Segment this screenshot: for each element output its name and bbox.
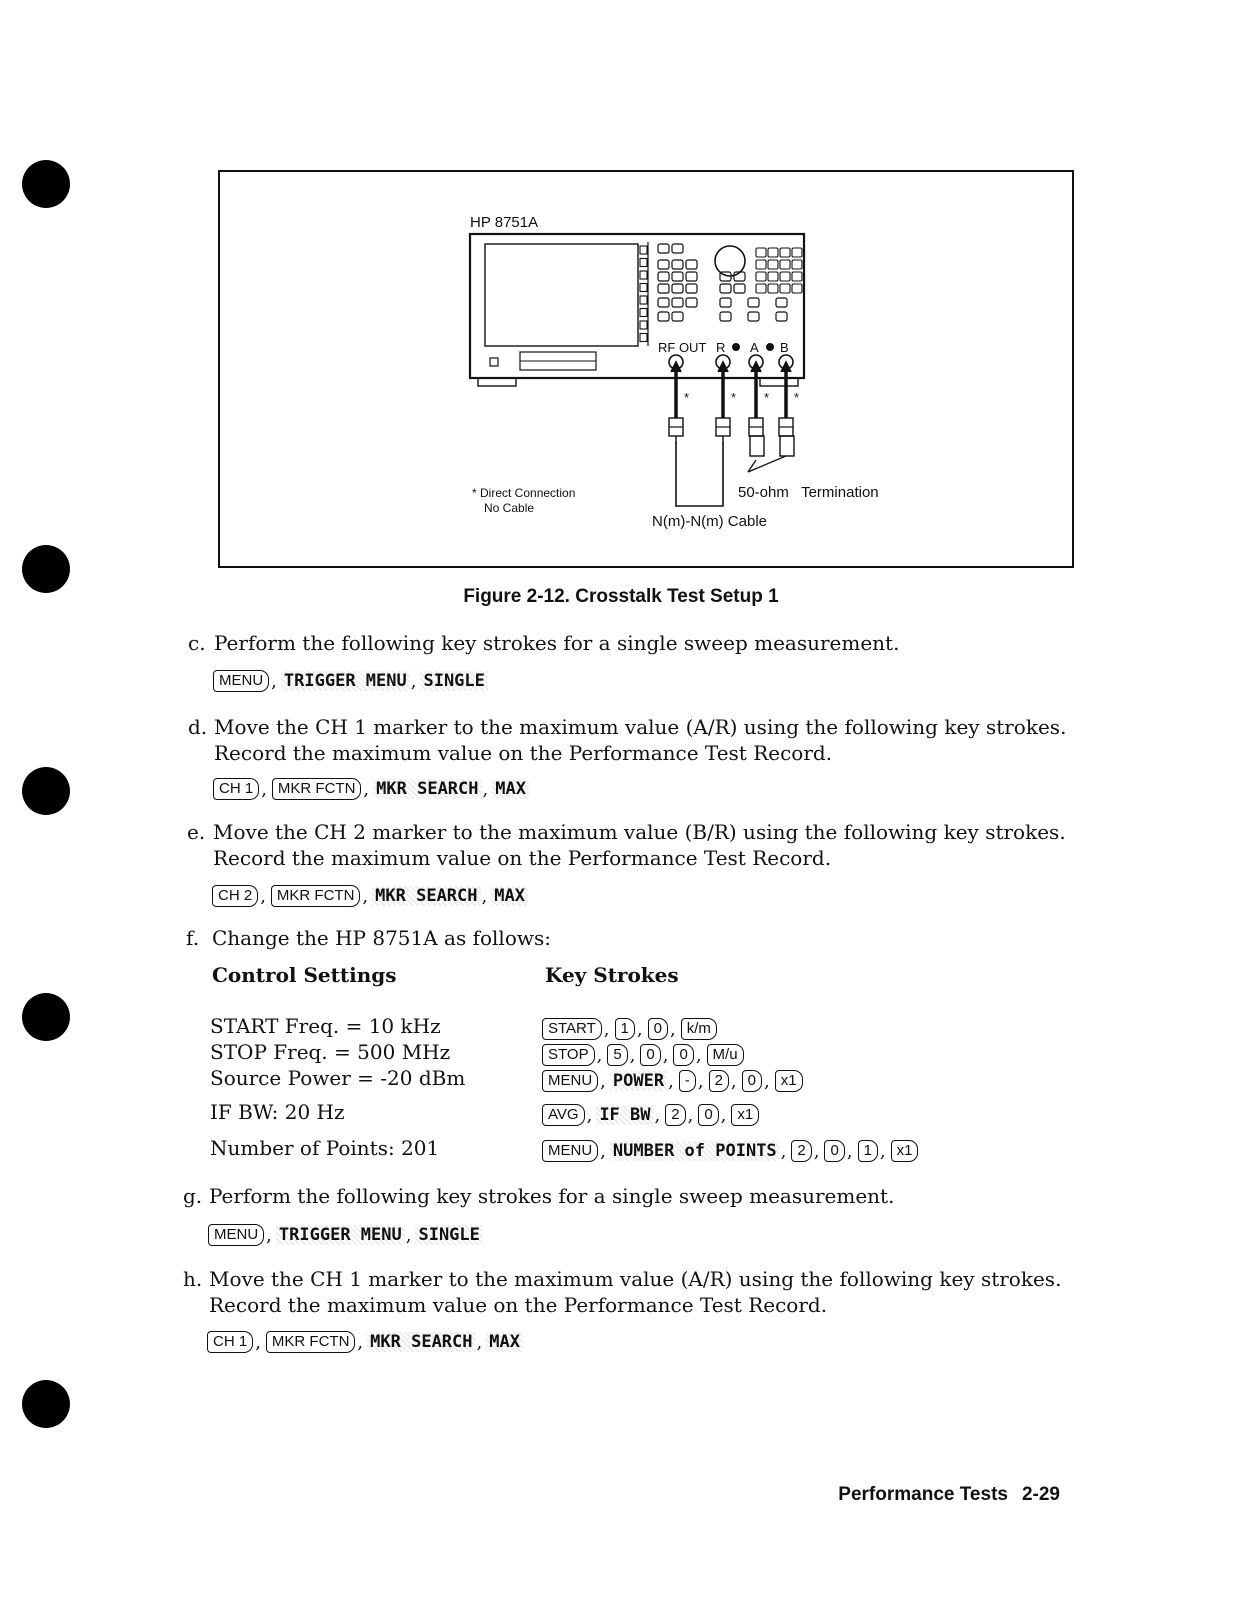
step-text: Record the maximum value on the Performance Test Record. <box>209 1293 828 1317</box>
rpg-knob-icon <box>715 246 745 276</box>
panel-key-icon <box>672 284 683 293</box>
hardkey: 0 <box>742 1070 762 1092</box>
key-separator: , <box>586 1104 593 1126</box>
panel-key-icon <box>672 244 683 253</box>
panel-key-icon <box>780 260 790 269</box>
hardkey: MKR FCTN <box>266 1331 356 1353</box>
hardkey: MKR FCTN <box>272 778 362 800</box>
panel-key-icon <box>756 248 766 257</box>
control-setting: Source Power = -20 dBm <box>210 1066 466 1090</box>
panel-key-icon <box>686 284 697 293</box>
key-separator: , <box>481 885 488 907</box>
key-separator: , <box>730 1070 737 1092</box>
key-separator: , <box>482 778 489 800</box>
hardkey: 0 <box>698 1104 718 1126</box>
hardkey: - <box>679 1070 696 1092</box>
key-separator: , <box>260 885 266 907</box>
hardkey: x1 <box>891 1140 919 1162</box>
termination-label: 50-ohm Termination <box>738 484 879 501</box>
footer-page-number: 2-29 <box>1021 1484 1060 1505</box>
setup-diagram <box>220 172 1072 566</box>
key-separator: , <box>846 1140 853 1162</box>
panel-key-icon <box>748 312 759 321</box>
hardkey: x1 <box>731 1104 759 1126</box>
termination-a <box>750 436 764 456</box>
arrow-icon <box>781 362 791 372</box>
panel-key-icon <box>672 298 683 307</box>
key-separator: , <box>362 885 369 907</box>
softkey-icon <box>640 309 647 317</box>
key-separator: , <box>687 1104 694 1126</box>
arrow-icon <box>671 362 681 372</box>
step-g <box>183 1183 895 1209</box>
hardkey: 0 <box>824 1140 844 1162</box>
panel-key-icon <box>792 248 802 257</box>
keystrokes-e <box>211 885 528 907</box>
panel-key-icon <box>686 298 697 307</box>
step-text: Perform the following key strokes for a single sweep measurement. <box>214 631 900 655</box>
panel-key-icon <box>776 312 787 321</box>
cable-label: N(m)-N(m) Cable <box>652 513 767 530</box>
softkey: MAX <box>486 1332 523 1352</box>
panel-key-icon <box>776 298 787 307</box>
panel-key-icon <box>748 298 759 307</box>
softkey: MKR SEARCH <box>367 1332 475 1352</box>
softkey: POWER <box>610 1071 667 1091</box>
panel-key-icon <box>768 248 778 257</box>
softkey-icon <box>640 259 647 267</box>
step-text: Perform the following key strokes for a single sweep measurement. <box>209 1184 895 1208</box>
key-separator: , <box>668 1070 674 1092</box>
softkey: MKR SEARCH <box>372 886 480 906</box>
hardkey: k/m <box>681 1018 717 1040</box>
key-separator: , <box>669 1018 676 1040</box>
panel-key-icon <box>734 284 745 293</box>
hardkey: 2 <box>791 1140 811 1162</box>
softkey-icon <box>640 296 647 304</box>
hardkey: 1 <box>858 1140 878 1162</box>
hardkey: CH 1 <box>207 1331 253 1353</box>
panel-key-icon <box>720 284 731 293</box>
asterisk-mark: * <box>794 390 800 405</box>
control-keystrokes <box>541 1018 718 1040</box>
control-setting: Number of Points: 201 <box>210 1136 440 1160</box>
key-separator: , <box>603 1018 610 1040</box>
hardkey: 0 <box>673 1044 693 1066</box>
softkey-icon <box>640 321 647 329</box>
instrument-label: HP 8751A <box>470 214 539 231</box>
port-label-a: A <box>750 340 759 355</box>
panel-key-icon <box>768 284 778 293</box>
panel-key-icon <box>686 272 697 281</box>
panel-key-icon <box>780 272 790 281</box>
direct-connection-note: * Direct Connection <box>472 486 576 500</box>
power-switch-icon <box>490 358 498 366</box>
control-setting: IF BW: 20 Hz <box>210 1100 345 1124</box>
hardkey: START <box>542 1018 602 1040</box>
panel-key-icon <box>768 260 778 269</box>
softkey: MAX <box>491 886 528 906</box>
step-label: e. <box>187 820 206 844</box>
keystrokes-g <box>207 1224 483 1246</box>
panel-key-icon <box>792 260 802 269</box>
hardkey: CH 2 <box>212 885 258 907</box>
hardkey: 2 <box>709 1070 729 1092</box>
key-separator: , <box>357 1331 364 1353</box>
panel-key-icon <box>720 298 731 307</box>
hardkey: MENU <box>542 1140 598 1162</box>
front-panel-keys <box>658 244 802 321</box>
hardkey: STOP <box>542 1044 595 1066</box>
softkey: SINGLE <box>420 671 487 691</box>
hardkey: CH 1 <box>213 778 259 800</box>
step-h <box>183 1266 1062 1318</box>
softkey-icon <box>640 246 647 254</box>
softkey-icon <box>640 271 647 279</box>
hardkey: MENU <box>542 1070 598 1092</box>
panel-key-icon <box>672 312 683 321</box>
panel-key-icon <box>780 284 790 293</box>
step-label: c. <box>188 631 206 655</box>
step-label: f. <box>186 926 200 950</box>
key-separator: , <box>266 1224 272 1246</box>
key-strokes-header: Key Strokes <box>545 963 679 987</box>
control-setting: START Freq. = 10 kHz <box>210 1014 441 1038</box>
key-separator: , <box>763 1070 770 1092</box>
key-separator: , <box>476 1331 483 1353</box>
step-text: Move the CH 2 marker to the maximum value (B/R) using the following key strokes. <box>213 820 1066 844</box>
panel-key-icon <box>792 272 802 281</box>
keystrokes-d <box>212 778 529 800</box>
asterisk-mark: * <box>764 390 770 405</box>
key-separator: , <box>271 670 277 692</box>
panel-key-icon <box>756 260 766 269</box>
hardkey: 5 <box>607 1044 627 1066</box>
key-separator: , <box>662 1044 669 1066</box>
hardkey: x1 <box>775 1070 803 1092</box>
key-separator: , <box>410 670 417 692</box>
asterisk-mark: * <box>684 390 690 405</box>
softkey-column <box>640 246 647 342</box>
keystrokes-c <box>212 670 488 692</box>
arrow-icon <box>718 362 728 372</box>
punch-hole <box>22 767 70 815</box>
step-label: d. <box>188 715 208 739</box>
panel-key-icon <box>658 312 669 321</box>
panel-key-icon <box>658 284 669 293</box>
softkey: MKR SEARCH <box>373 779 481 799</box>
punch-hole <box>22 160 70 208</box>
panel-key-icon <box>672 272 683 281</box>
step-text: Move the CH 1 marker to the maximum value (A/R) using the following key strokes. <box>214 715 1067 739</box>
step-text: Change the HP 8751A as follows: <box>212 926 551 950</box>
control-keystrokes <box>541 1070 804 1092</box>
control-setting: STOP Freq. = 500 MHz <box>210 1040 451 1064</box>
hardkey: 0 <box>640 1044 660 1066</box>
key-separator: , <box>780 1140 787 1162</box>
panel-key-icon <box>672 260 683 269</box>
key-separator: , <box>697 1070 704 1092</box>
figure-crosstalk-setup <box>218 170 1074 568</box>
ports-and-connectors <box>669 355 799 444</box>
softkey-icon <box>640 334 647 342</box>
key-separator: , <box>654 1104 661 1126</box>
step-label: h. <box>183 1267 203 1291</box>
softkey: IF BW <box>596 1105 653 1125</box>
key-separator: , <box>600 1070 606 1092</box>
port-label-b: B <box>780 340 789 355</box>
step-c <box>188 630 900 656</box>
key-separator: , <box>813 1140 820 1162</box>
n-cable <box>676 442 723 506</box>
panel-key-icon <box>658 298 669 307</box>
figure-caption: Figure 2-12. Crosstalk Test Setup 1 <box>463 586 779 607</box>
keystrokes-h <box>206 1331 523 1353</box>
step-label: g. <box>183 1184 203 1208</box>
key-separator: , <box>720 1104 727 1126</box>
analyzer-screen <box>485 244 638 346</box>
control-keystrokes <box>541 1140 919 1162</box>
arrow-icon <box>751 362 761 372</box>
key-separator: , <box>261 778 267 800</box>
panel-key-icon <box>658 260 669 269</box>
panel-key-icon <box>720 312 731 321</box>
step-text: Move the CH 1 marker to the maximum value (A/R) using the following key strokes. <box>209 1267 1062 1291</box>
punch-hole <box>22 993 70 1041</box>
page-footer <box>824 1484 1060 1506</box>
control-keystrokes <box>541 1104 760 1126</box>
softkey: NUMBER of POINTS <box>610 1141 780 1161</box>
key-separator: , <box>600 1140 606 1162</box>
hardkey: 0 <box>648 1018 668 1040</box>
key-separator: , <box>255 1331 261 1353</box>
hardkey: MENU <box>208 1224 264 1246</box>
hardkey: MKR FCTN <box>271 885 361 907</box>
softkey: TRIGGER MENU <box>281 671 410 691</box>
softkey: SINGLE <box>415 1225 482 1245</box>
hardkey: AVG <box>542 1104 585 1126</box>
hardkey: MENU <box>213 670 269 692</box>
asterisk-mark: * <box>731 390 737 405</box>
step-text: Record the maximum value on the Performance Test Record. <box>213 846 832 870</box>
panel-key-icon <box>756 284 766 293</box>
hardkey: 1 <box>615 1018 635 1040</box>
no-cable-note: No Cable <box>484 501 535 515</box>
key-separator: , <box>695 1044 702 1066</box>
hardkey: 2 <box>665 1104 685 1126</box>
key-separator: , <box>636 1018 643 1040</box>
key-separator: , <box>629 1044 636 1066</box>
panel-key-icon <box>686 260 697 269</box>
termination-b <box>780 436 794 456</box>
key-separator: , <box>879 1140 886 1162</box>
control-settings-header: Control Settings <box>212 963 397 987</box>
key-separator: , <box>363 778 370 800</box>
panel-key-icon <box>756 272 766 281</box>
port-label-r: R <box>716 340 726 355</box>
step-d <box>188 714 1067 766</box>
panel-key-icon <box>768 272 778 281</box>
panel-key-icon <box>792 284 802 293</box>
key-separator: , <box>405 1224 412 1246</box>
punch-hole <box>22 1380 70 1428</box>
softkey: MAX <box>492 779 529 799</box>
step-f <box>186 925 551 951</box>
panel-key-icon <box>658 244 669 253</box>
panel-key-icon <box>658 272 669 281</box>
key-separator: , <box>596 1044 603 1066</box>
step-e <box>187 819 1066 871</box>
port-label-rf-out: RF OUT <box>658 340 707 355</box>
softkey: TRIGGER MENU <box>276 1225 405 1245</box>
softkey-icon <box>640 284 647 292</box>
step-text: Record the maximum value on the Performance Test Record. <box>214 741 833 765</box>
control-keystrokes <box>541 1044 745 1066</box>
footer-section: Performance Tests <box>838 1484 1008 1505</box>
hardkey: M/u <box>707 1044 744 1066</box>
panel-key-icon <box>780 248 790 257</box>
